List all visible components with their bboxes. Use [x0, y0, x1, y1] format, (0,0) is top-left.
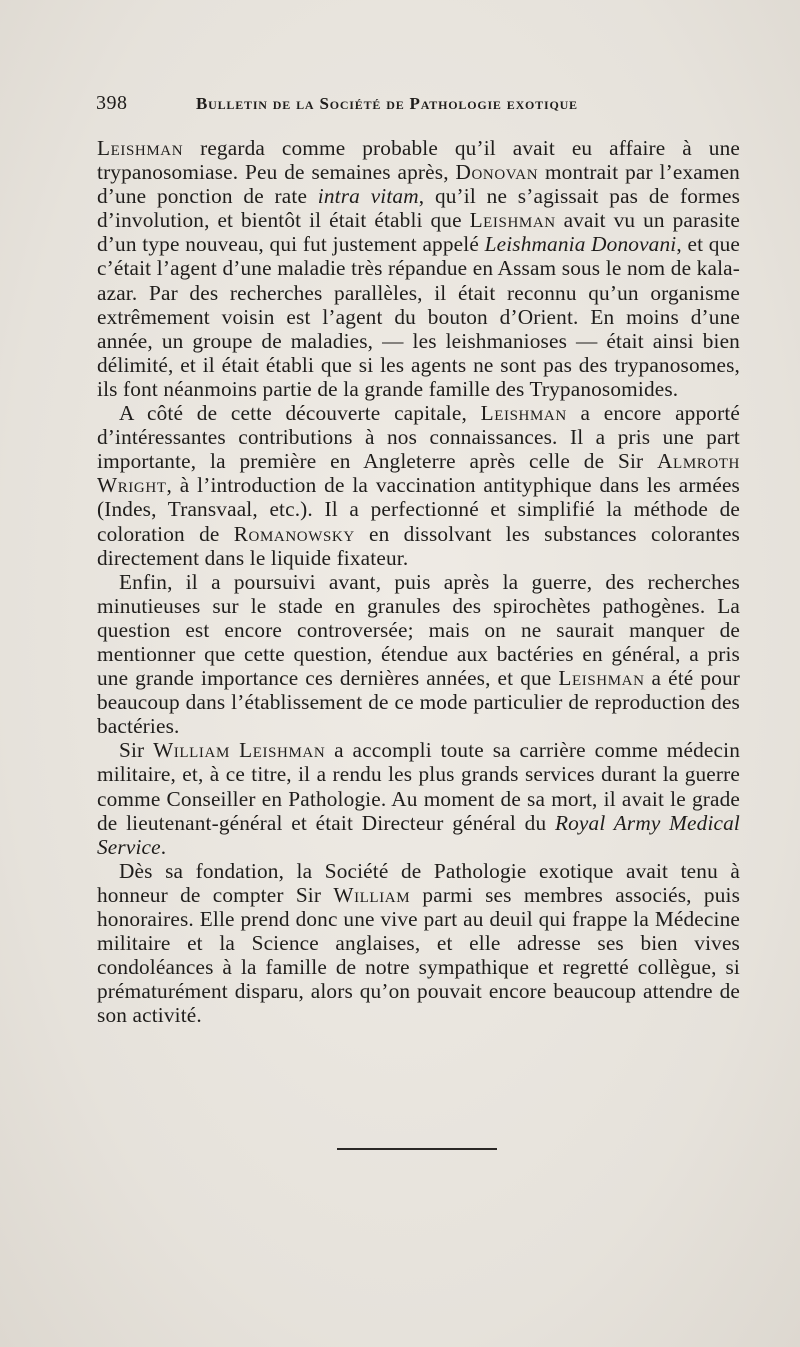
small-caps-name: Leishman	[469, 208, 556, 233]
text-run: .	[160, 834, 167, 859]
text-run: a accompli toute sa carrière comme médecin militaire, et, à ce titre, il a rendu les plus grands services durant la guerre comme Conseiller en Pathologie. Au moment de sa mort, il avait le grade de lieutenant-général et était Directeur général du	[97, 738, 740, 835]
article-body	[97, 136, 740, 1027]
small-caps-name: William	[333, 882, 411, 907]
text-run: Enfin, il a poursuivi avant, puis après la guerre, des recherches minutieuses sur le stade en granules des spirochètes pathogènes. La question est encore controversée; mais on ne saurait manquer de mentionner que cette question, étendue aux bactéries en général, a pris une grande importance ces dernières années, et que	[97, 569, 740, 691]
paragraph	[97, 738, 740, 858]
text-run: a été pour beaucoup dans l’établissement de ce mode particulier de reproduction des bactéries.	[97, 666, 740, 739]
small-caps-name: Leishman	[558, 666, 645, 691]
paragraph	[97, 859, 740, 1028]
text-run: Sir	[119, 738, 154, 763]
paragraph	[97, 570, 740, 739]
small-caps-name: William Leishman	[153, 738, 326, 763]
paragraph	[97, 136, 740, 401]
text-run: a encore apporté d’intéressantes contributions à nos connaissances. Il a pris une part importante, la première en Angleterre après celle de Sir	[97, 401, 740, 474]
italic-text: intra vitam	[317, 184, 419, 209]
text-run: parmi ses membres associés, puis honoraires. Elle prend donc une vive part au deuil qui frappe la Médecine militaire et la Science anglaises, et elle adresse ses bien vives condoléances à la famille de notre sympathique et regretté collègue, si prématurément disparu, alors qu’on pouvait encore beaucoup attendre de son activité.	[97, 882, 741, 1028]
small-caps-name: Donovan	[455, 160, 539, 185]
paragraph	[97, 401, 740, 570]
text-run: , et que c’était l’agent d’une maladie très répandue en Assam sous le nom de kala-azar. Par des recherches parallèles, il était reconnu qu’un organisme extrêmement voisin est l’agent du bouton d’Orient. En moins d’une année, un groupe de maladies, — les leishmanioses — était ainsi bien délimité, et il était établi que si les agents ne sont pas des trypanosomes, ils font néanmoins partie de la grande famille des Trypanosomides.	[97, 232, 741, 401]
small-caps-name: Leishman	[480, 401, 567, 426]
page-number: 398	[96, 92, 128, 114]
small-caps-name: Leishman	[97, 136, 184, 160]
text-run: Dès sa fondation, la Société de Pathologie exotique avait tenu à honneur de compter Sir	[97, 858, 740, 907]
small-caps-name: Romanowsky	[233, 521, 355, 546]
text-run: avait vu un parasite d’un type nouveau, qui fut justement appelé	[97, 208, 740, 257]
text-run: en dissolvant les substances colorantes directement dans le liquide fixateur.	[97, 521, 740, 570]
text-run: montrait par l’examen d’une ponction de rate	[97, 160, 740, 209]
small-caps-name: Almroth Wright	[97, 449, 740, 498]
journal-title: Bulletin de la Société de Pathologie exotique	[196, 94, 578, 113]
text-run: regarda comme probable qu’il avait eu affaire à une trypanosomiase. Peu de semaines après,	[97, 136, 740, 185]
italic-text: Royal Army Medical Service	[97, 810, 740, 859]
text-run: A côté de cette découverte capitale,	[119, 401, 481, 426]
text-run: , qu’il ne s’agissait pas de formes d’involution, et bientôt il était établi que	[97, 184, 741, 233]
end-rule	[337, 1148, 497, 1150]
text-run: , à l’introduction de la vaccination antityphique dans les armées (Indes, Transvaal, etc.). Il a perfectionné et simplifié la méthode de coloration de	[97, 473, 740, 546]
running-header	[96, 92, 656, 115]
italic-text: Leishmania Donovani	[484, 232, 677, 257]
